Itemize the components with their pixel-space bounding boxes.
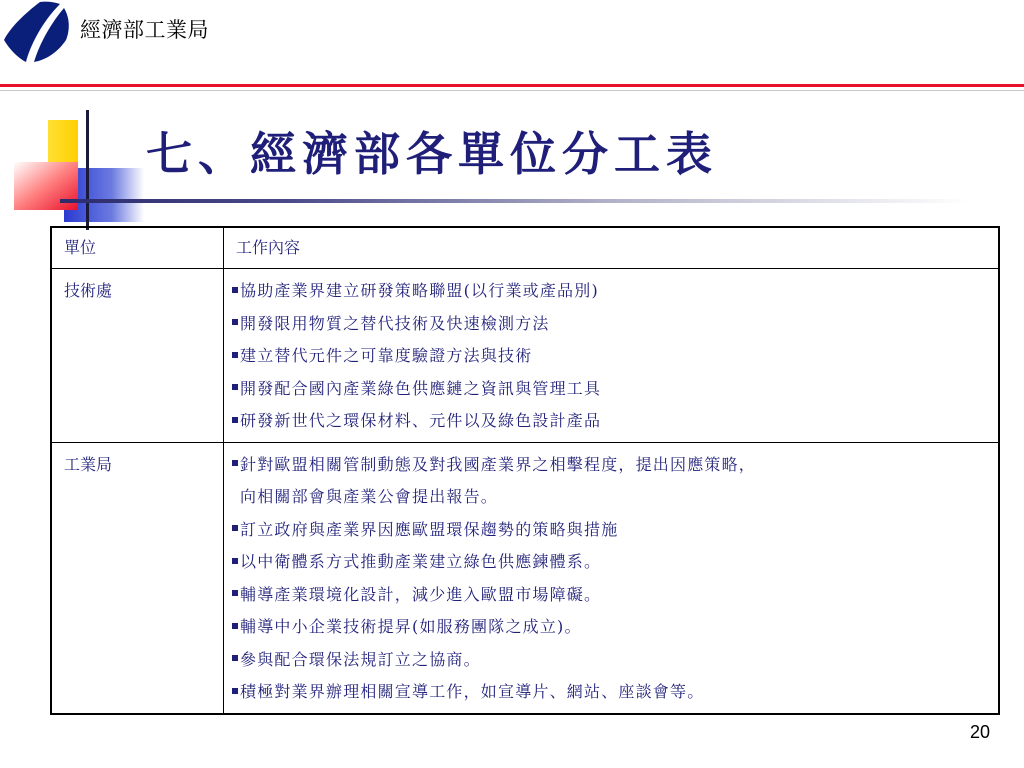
square-bullet-icon [232,558,238,564]
square-bullet-icon [232,525,238,531]
list-item [232,308,990,341]
list-item [232,546,990,579]
table-row [51,269,999,443]
content-cell [224,442,1000,714]
list-item [232,275,990,308]
unit-cell: 技術處 [51,269,224,443]
list-item-text: 建立替代元件之可靠度驗證方法與技術 [240,346,533,365]
title-underline [60,199,970,203]
list-item [232,340,990,373]
list-item [232,514,990,547]
list-item [232,373,990,406]
list-item [232,676,990,709]
square-bullet-icon [232,655,238,661]
list-item-text: 協助產業界建立研發策略聯盟(以行業或產品別) [240,281,599,300]
list-item [232,644,990,677]
list-item [232,449,990,482]
list-item-continuation [232,481,990,514]
content-cell [224,269,1000,443]
page-title: 七、經濟部各單位分工表 [146,127,718,181]
table-header-row [51,227,999,269]
list-item-text: 積極對業界辦理相關宣導工作，如宣導片、網站、座談會等。 [240,682,705,701]
square-bullet-icon [232,287,238,293]
decorative-squares [0,110,150,230]
list-item [232,579,990,612]
square-bullet-icon [232,417,238,423]
work-allocation-table [50,226,1000,715]
list-item [232,405,990,438]
header-thin-rule [0,90,1024,91]
square-bullet-icon [232,352,238,358]
page-number: 20 [969,722,990,742]
list-item-text: 參與配合環保法規訂立之協商。 [240,649,481,669]
list-item-text: 開發限用物質之替代技術及快速檢測方法 [240,313,550,333]
list-item-text: 針對歐盟相關管制動態及對我國產業界之相擊程度，提出因應策略， [240,454,757,474]
task-list [232,443,990,713]
list-item-text: 以中衛體系方式推動產業建立綠色供應鍊體系。 [240,552,602,571]
square-bullet-icon [232,319,238,325]
list-item-text: 研發新世代之環保材料、元件以及綠色設計產品 [240,411,602,430]
column-header-content: 工作內容 [224,227,1000,269]
square-bullet-icon [232,590,238,596]
list-item-text: 輔導中小企業技術提昇(如服務團隊之成立)。 [240,617,582,636]
unit-cell: 工業局 [51,442,224,714]
square-bullet-icon [232,623,238,629]
square-bullet-icon [232,384,238,390]
list-item-text: 開發配合國內產業綠色供應鏈之資訊與管理工具 [240,378,602,398]
table-row [51,442,999,714]
column-header-unit: 單位 [51,227,224,269]
square-bullet-icon [232,688,238,694]
list-item-text: 訂立政府與產業界因應歐盟環保趨勢的策略與措施 [240,519,619,539]
list-item-text: 輔導產業環境化設計，減少進入歐盟市場障礙。 [240,584,602,604]
ministry-logo-icon [0,0,72,64]
header-red-rule [0,84,1024,87]
list-item-text: 向相關部會與產業公會提出報告。 [240,487,499,506]
task-list [232,269,990,442]
square-bullet-icon [232,460,238,466]
list-item [232,611,990,644]
org-name: 經濟部工業局 [80,18,209,42]
